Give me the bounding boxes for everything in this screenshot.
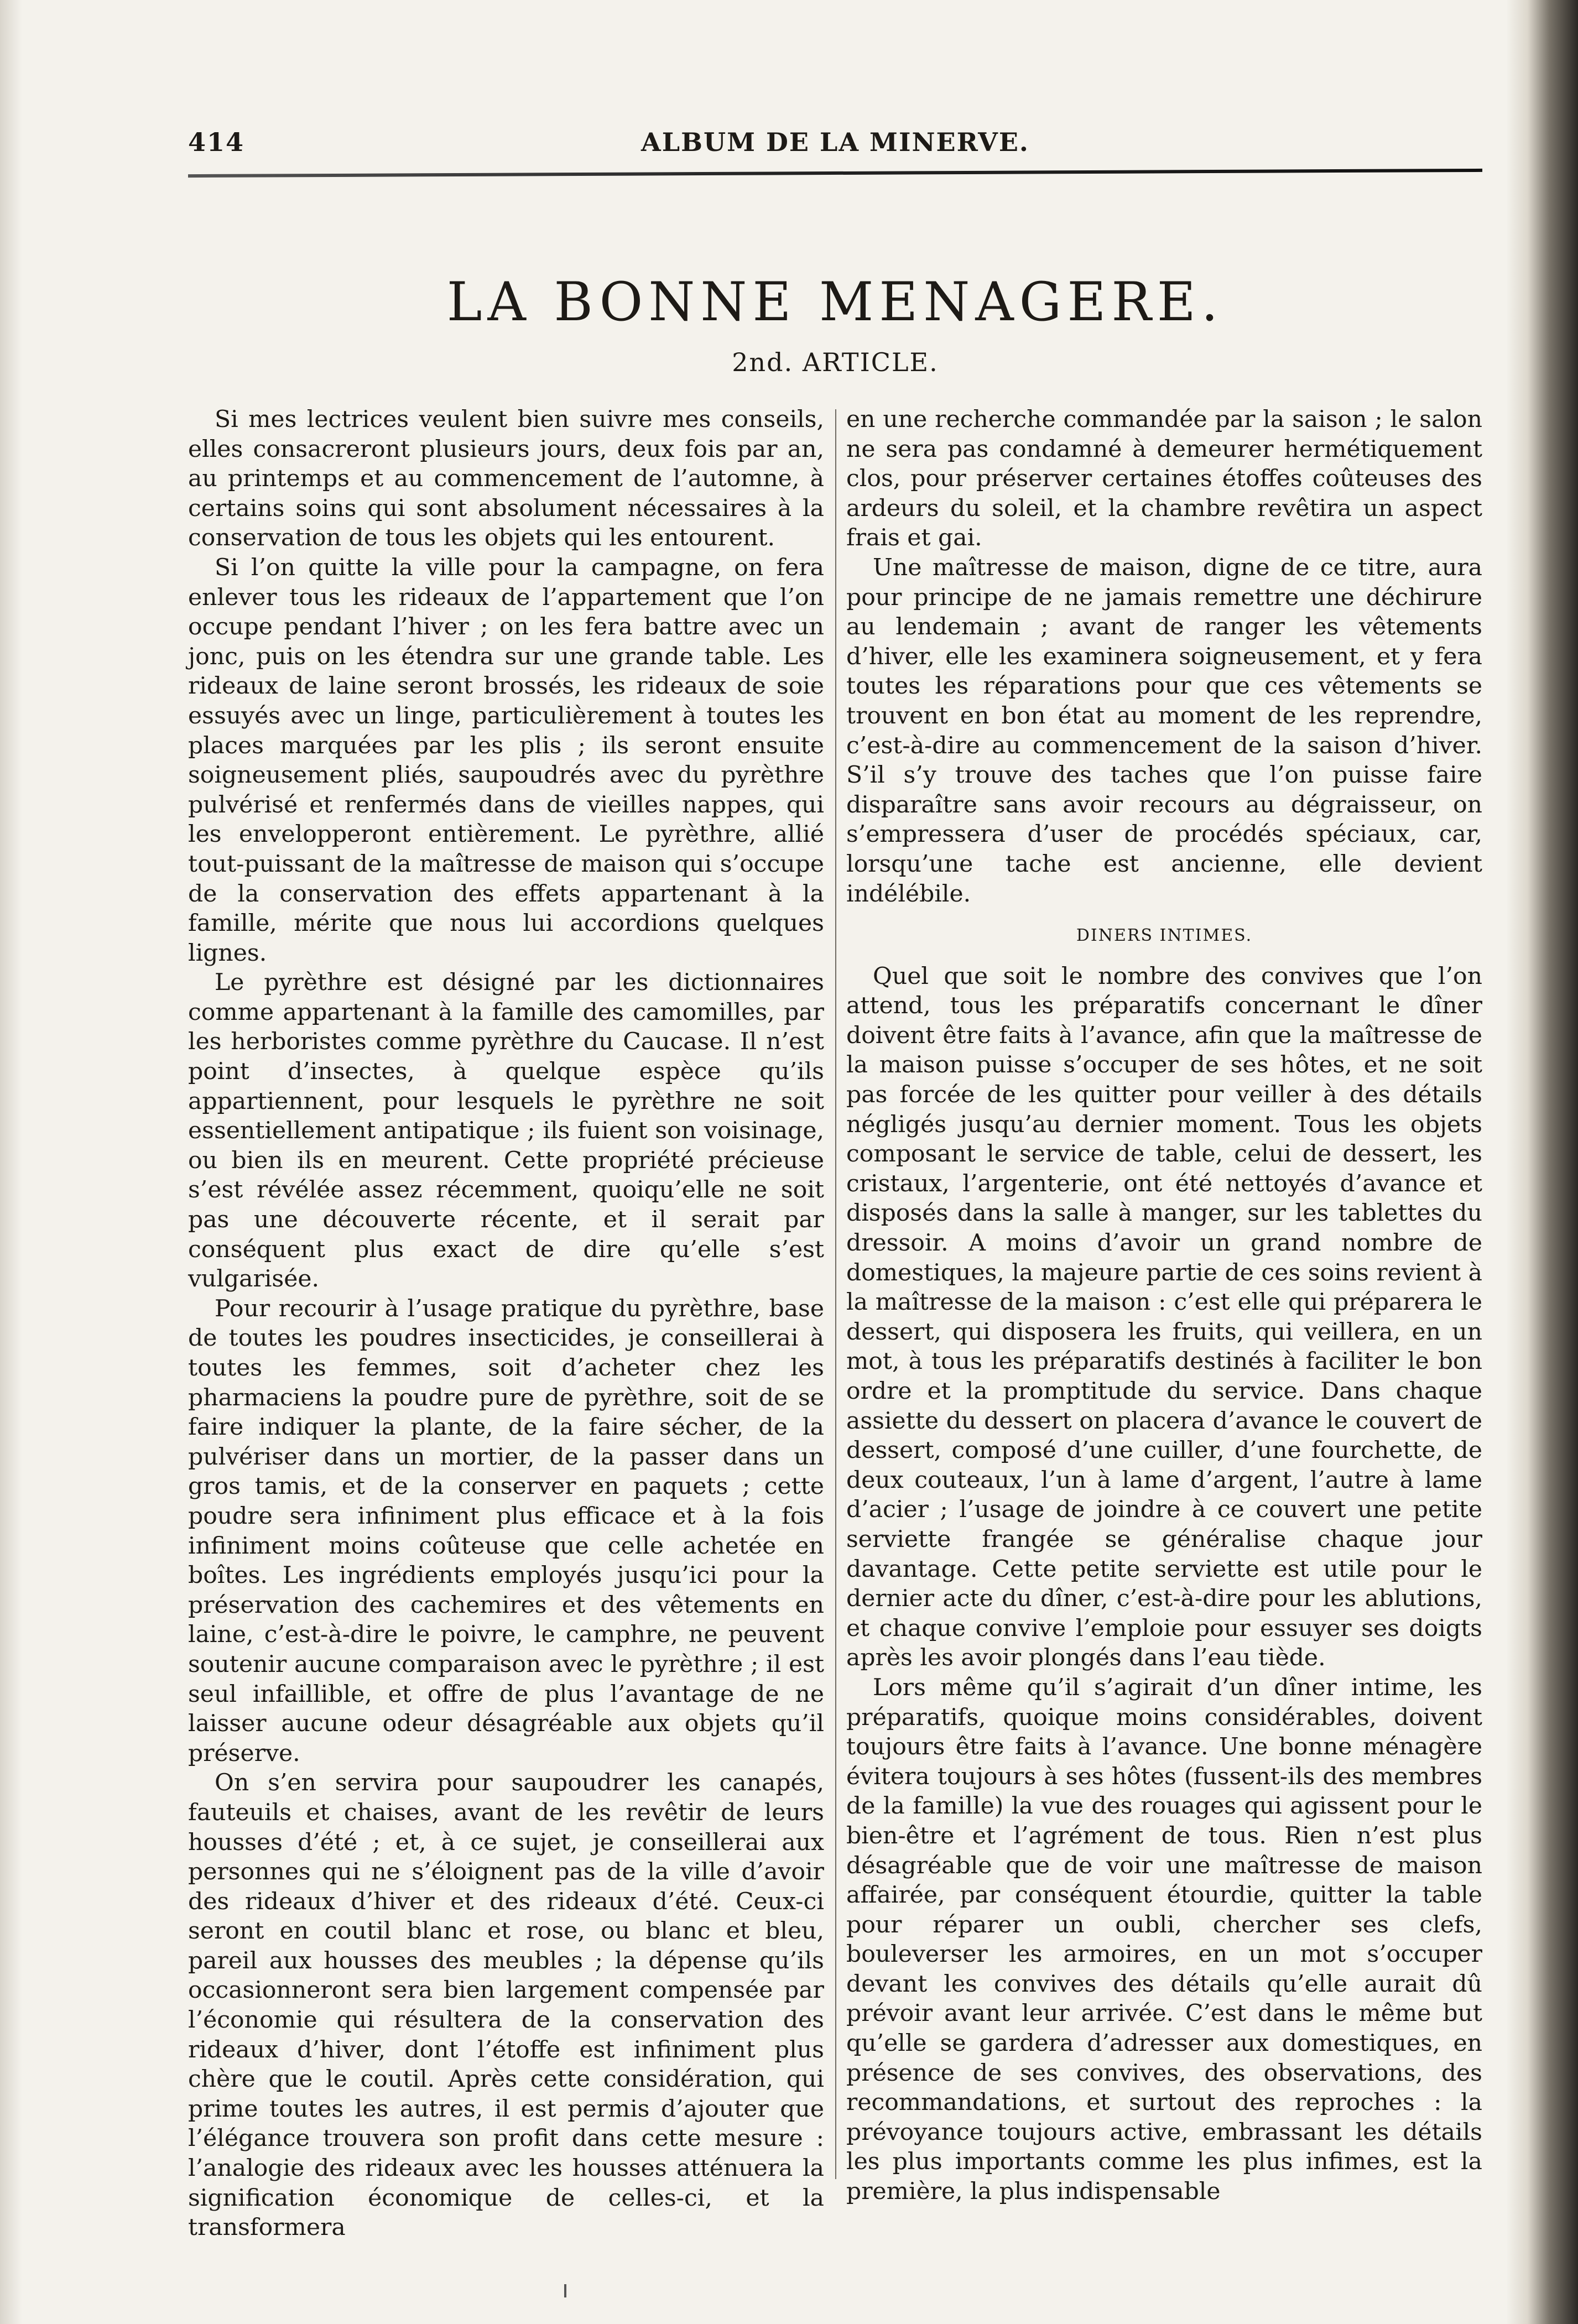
page-number: 414 — [188, 127, 245, 157]
paragraph: Si l’on quitte la ville pour la campagne, on fera enlever tous les rideaux de l’appartement que l’on occupe pendant l’hiver ; on les fera battre avec un jonc, puis on les étendra sur une grande table. Les rideaux de laine seront brossés, les rideaux de soie essuyés avec un linge, particulièrement à toutes les places marquées par les plis ; ils seront ensuite soigneusement pliés, saupoudrés avec du pyrèthre pulvérisé et renfermés dans de vieilles nappes, qui les envelopperont entièrement. Le pyrèthre, allié tout-puissant de la maîtresse de maison qui s’occupe de la conservation des effets appartenant à la famille, mérite que nous lui accordions quelques lignes. — [188, 554, 824, 967]
paragraph: en une recherche commandée par la saison ; le salon ne sera pas condamné à demeurer hermétiquement clos, pour préserver certaines étoffes coûteuses des ardeurs du soleil, et la chambre revêtira un aspect frais et gai. — [846, 406, 1482, 552]
print-mark — [564, 2284, 566, 2297]
paragraph: Si mes lectrices veulent bien suivre mes conseils, elles consacreront plusieurs jours, deux fois par an, au printemps et au commencement de l’automne, à certains soins qui sont absolument nécessaires à la conservation de tous les objets qui les entourent. — [188, 406, 824, 552]
paragraph: Une maîtresse de maison, digne de ce titre, aura pour principe de ne jamais remettre une déchirure au lendemain ; avant de ranger les vêtements d’hiver, elle les examinera soigneusement, et y fera toutes les réparations pour que ces vêtements se trouvent en bon état au moment de les reprendre, c’est-à-dire au commencement de la saison d’hiver. S’il s’y trouve des taches que l’on puisse faire disparaître sans avoir recours au dégraisseur, on s’empressera d’user de procédés spéciaux, car, lorsqu’une tache est ancienne, elle devient indélébile. — [846, 554, 1482, 908]
paragraph: On s’en servira pour saupoudrer les canapés, fauteuils et chaises, avant de les revêtir de leurs housses d’été ; et, à ce sujet, je conseillerai aux personnes qui ne s’éloignent pas de la ville d’avoir des rideaux d’hiver et des rideaux d’été. Ceux-ci seront en coutil blanc et rose, ou blanc et bleu, pareil aux housses des meubles ; la dépense qu’ils occasionneront sera bien largement compensée par l’économie qui résultera de la conservation des rideaux d’hiver, dont l’étoffe est infiniment plus chère que le coutil. Après cette considération, qui prime toutes les autres, il est permis d’ajouter que l’élégance trouvera son profit dans cette mesure : l’analogie des rideaux avec les housses atténuera la signification économique de celles-ci, et la transformera — [188, 1769, 824, 2242]
header-rule — [188, 169, 1482, 178]
scan-edge — [0, 0, 22, 2324]
paragraph: Pour recourir à l’usage pratique du pyrèthre, base de toutes les poudres insecticides, je conseillerai à toutes les femmes, soit d’acheter chez les pharmaciens la poudre pure de pyrèthre, soit de se faire indiquer la plante, de la faire sécher, de la pulvériser dans un mortier, de la passer dans un gros tamis, et de la conserver en paquets ; cette poudre sera infiniment plus efficace et à la fois infiniment moins coûteuse que celle achetée en boîtes. Les ingrédients employés jusqu’ici pour la préservation des cachemires et des vêtements en laine, c’est-à-dire le poivre, le camphre, ne peuvent soutenir aucune comparaison avec le pyrèthre ; il est seul infaillible, et offre de plus l’avantage de ne laisser aucune odeur désagréable aux objets qu’il préserve. — [188, 1295, 824, 1767]
page — [188, 116, 1482, 2242]
section-heading: DINERS INTIMES. — [1076, 926, 1253, 946]
running-head — [188, 116, 1482, 177]
column-divider — [835, 409, 836, 2179]
left-column — [188, 405, 824, 2243]
journal-title: ALBUM DE LA MINERVE. — [641, 127, 1029, 157]
paragraph: Lors même qu’il s’agirait d’un dîner intime, les préparatifs, quoique moins considérables, doivent toujours être faits à l’avance. Une bonne ménagère évitera toujours à ses hôtes (fussent-ils des membres de la famille) la vue des rouages qui agissent pour le bien-être et l’agrément de tous. Rien n’est plus désagréable que de voir une maîtresse de maison affairée, par conséquent étourdie, quitter la table pour réparer un oubli, chercher ses clefs, bouleverser les armoires, en un mot s’occuper devant les convives des détails qu’elle aurait dû prévoir avant leur arrivée. C’est dans le même but qu’elle se gardera d’adresser aux domestiques, en présence de ses convives, des observations, des recommandations, et surtout des reproches : la prévoyance toujours active, embrassant les détails les plus importants comme les plus infimes, est la première, la plus indispensable — [846, 1674, 1482, 2206]
article-title: LA BONNE MENAGERE. — [446, 271, 1224, 333]
book-binding-shadow — [1506, 0, 1578, 2324]
article-subtitle: 2nd. ARTICLE. — [732, 347, 939, 377]
right-column — [846, 405, 1482, 2207]
paragraph: Quel que soit le nombre des convives que l’on attend, tous les préparatifs concernant le dîner doivent être faits à l’avance, afin que la maîtresse de la maison puisse s’occuper de ses hôtes, et ne soit pas forcée de les quitter pour veiller à des détails négligés jusqu’au dernier moment. Tous les objets composant le service de table, celui de dessert, les cristaux, l’argenterie, ont été nettoyés d’avance et disposés dans la salle à manger, sur les tablettes du dressoir. A moins d’avoir un grand nombre de domestiques, la majeure partie de ces soins revient à la maîtresse de la maison : c’est elle qui préparera le dessert, qui disposera les fruits, qui veillera, en un mot, à tous les préparatifs destinés à faciliter le bon ordre et la promptitude du service. Dans chaque assiette du dessert on placera d’avance le couvert de dessert, composé d’une cuiller, d’une fourchette, de deux couteaux, l’un à lame d’argent, l’autre à lame d’acier ; l’usage de joindre à ce couvert une petite serviette frangée se généralise chaque jour davantage. Cette petite serviette est utile pour le dernier acte du dîner, c’est-à-dire pour les ablutions, et chaque convive l’emploie pour essuyer ses doigts après les avoir plongés dans l’eau tiède. — [846, 962, 1482, 1672]
paragraph: Le pyrèthre est désigné par les dictionnaires comme appartenant à la famille des camomilles, par les herboristes comme pyrèthre du Caucase. Il n’est point d’insectes, à quelque espèce qu’ils appartiennent, pour lesquels le pyrèthre ne soit essentiellement antipatique ; ils fuient son voisinage, ou bien ils en meurent. Cette propriété précieuse s’est révélée assez récemment, quoiqu’elle ne soit pas une découverte récente, et il serait par conséquent plus exact de dire qu’elle s’est vulgarisée. — [188, 969, 824, 1293]
article-body — [188, 405, 1482, 2242]
